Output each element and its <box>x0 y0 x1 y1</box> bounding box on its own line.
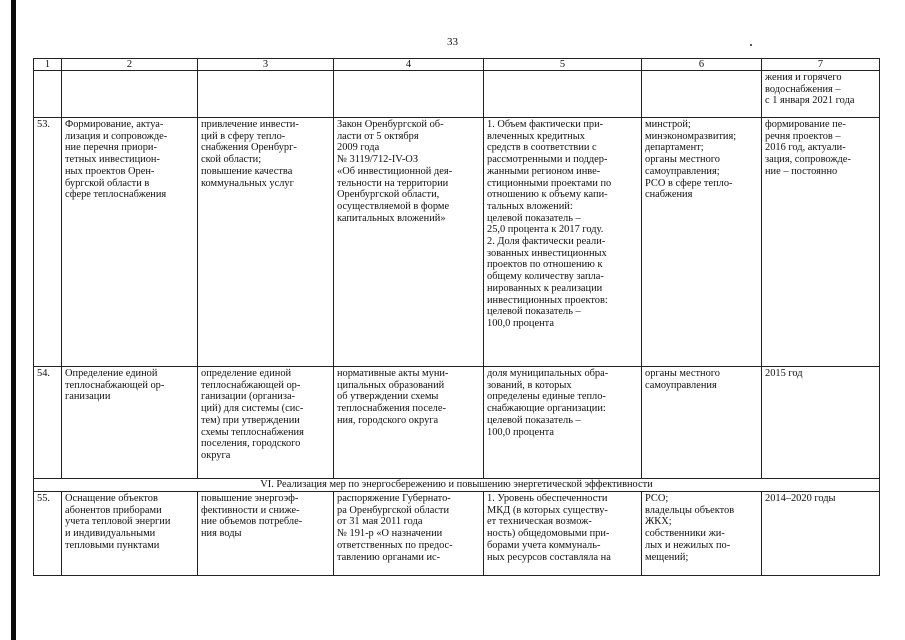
table-cell: жения и горячего водоснабжения – с 1 января 2021 года <box>762 71 880 118</box>
measure-goal: привлечение инвести- ций в сферу тепло- снабжения Оренбург- ской области; повышение качества коммунальных услуг <box>198 118 334 367</box>
legal-basis: нормативные акты муни- ципальных образований об утверждении схемы теплоснабжения поселе- ния, городского округа <box>334 367 484 479</box>
row-number: 55. <box>34 492 62 576</box>
target-indicator: 1. Уровень обеспеченности МКД (в которых существу- ет техническая возмож- ность) общедомовыми при- борами учета коммуналь- ных ресурсов составляла на <box>484 492 642 576</box>
table-cell <box>334 71 484 118</box>
column-header: 3 <box>198 59 334 71</box>
deadline: 2014–2020 годы <box>762 492 880 576</box>
table-row-55 <box>34 492 880 576</box>
legal-basis: Закон Оренбургской об- ласти от 5 октября 2009 года № 3119/712-IV-ОЗ «Об инвестиционной дея- тельности на территории Оренбургской области, осуществляемой в форме капитальных вложений» <box>334 118 484 367</box>
section-heading: VI. Реализация мер по энергосбережению и повышению энергетической эффективности <box>34 479 880 492</box>
page-number: 33 <box>447 36 458 48</box>
responsible-party: органы местного самоуправления <box>642 367 762 479</box>
measure-name: Формирование, актуа- лизация и сопровожде- ние перечня приори- тетных инвестицион- ных проектов Орен- бургской области в сфере теплоснабжения <box>62 118 198 367</box>
responsible-party: минстрой; минэкономразвития; департамент; органы местного самоуправления; РСО в сфере тепло- снабжения <box>642 118 762 367</box>
table-cell <box>62 71 198 118</box>
row-number: 53. <box>34 118 62 367</box>
table-row-54 <box>34 367 880 479</box>
measure-goal: определение единой теплоснабжающей ор- ганизации (организа- ций) для системы (сис- тем) при утверждении схемы теплоснабжения поселения, городского округа <box>198 367 334 479</box>
responsible-party: РСО; владельцы объектов ЖКХ; собственники жи- лых и нежилых по- мещений; <box>642 492 762 576</box>
column-header: 5 <box>484 59 642 71</box>
measure-name: Определение единой теплоснабжающей ор- ганизации <box>62 367 198 479</box>
column-header: 4 <box>334 59 484 71</box>
column-header: 6 <box>642 59 762 71</box>
table-row-53 <box>34 118 880 367</box>
scan-speck <box>750 44 752 46</box>
column-header: 7 <box>762 59 880 71</box>
column-header: 1 <box>34 59 62 71</box>
measure-name: Оснащение объектов абонентов приборами учета тепловой энергии и индивидуальными тепловыми пунктами <box>62 492 198 576</box>
section-row <box>34 479 880 492</box>
table-row-continuation <box>34 71 880 118</box>
table-cell <box>34 71 62 118</box>
row-number: 54. <box>34 367 62 479</box>
deadline: 2015 год <box>762 367 880 479</box>
deadline: формирование пе- речня проектов – 2016 год, актуали- зация, сопровожде- ние – постоянно <box>762 118 880 367</box>
page-binding-edge <box>11 0 16 640</box>
legal-basis: распоряжение Губернато- ра Оренбургской области от 31 мая 2011 года № 191-р «О назначении ответственных по предос- тавлению органами ис- <box>334 492 484 576</box>
target-indicator: доля муниципальных обра- зований, в которых определены единые тепло- снабжающие организации: целевой показатель – 100,0 процента <box>484 367 642 479</box>
column-header: 2 <box>62 59 198 71</box>
measure-goal: повышение энергоэф- фективности и сниже- ние объемов потребле- ния воды <box>198 492 334 576</box>
column-number-row <box>34 59 880 71</box>
table-cell <box>484 71 642 118</box>
measures-table <box>33 58 880 576</box>
target-indicator: 1. Объем фактически при- влеченных кредитных средств в соответствии с рассмотренными и поддер- жанными регионом инве- стиционными проектами по отношению к объему капи- тальных вложений: целевой показатель – 25,0 процента к 2017 году. 2. Доля фактически реали- зованных инвестиционных проектов по отношению к общему количеству запла- нированных к реализации инвестиционных проектов: целевой показатель – 100,0 процента <box>484 118 642 367</box>
table-cell <box>642 71 762 118</box>
table-cell <box>198 71 334 118</box>
